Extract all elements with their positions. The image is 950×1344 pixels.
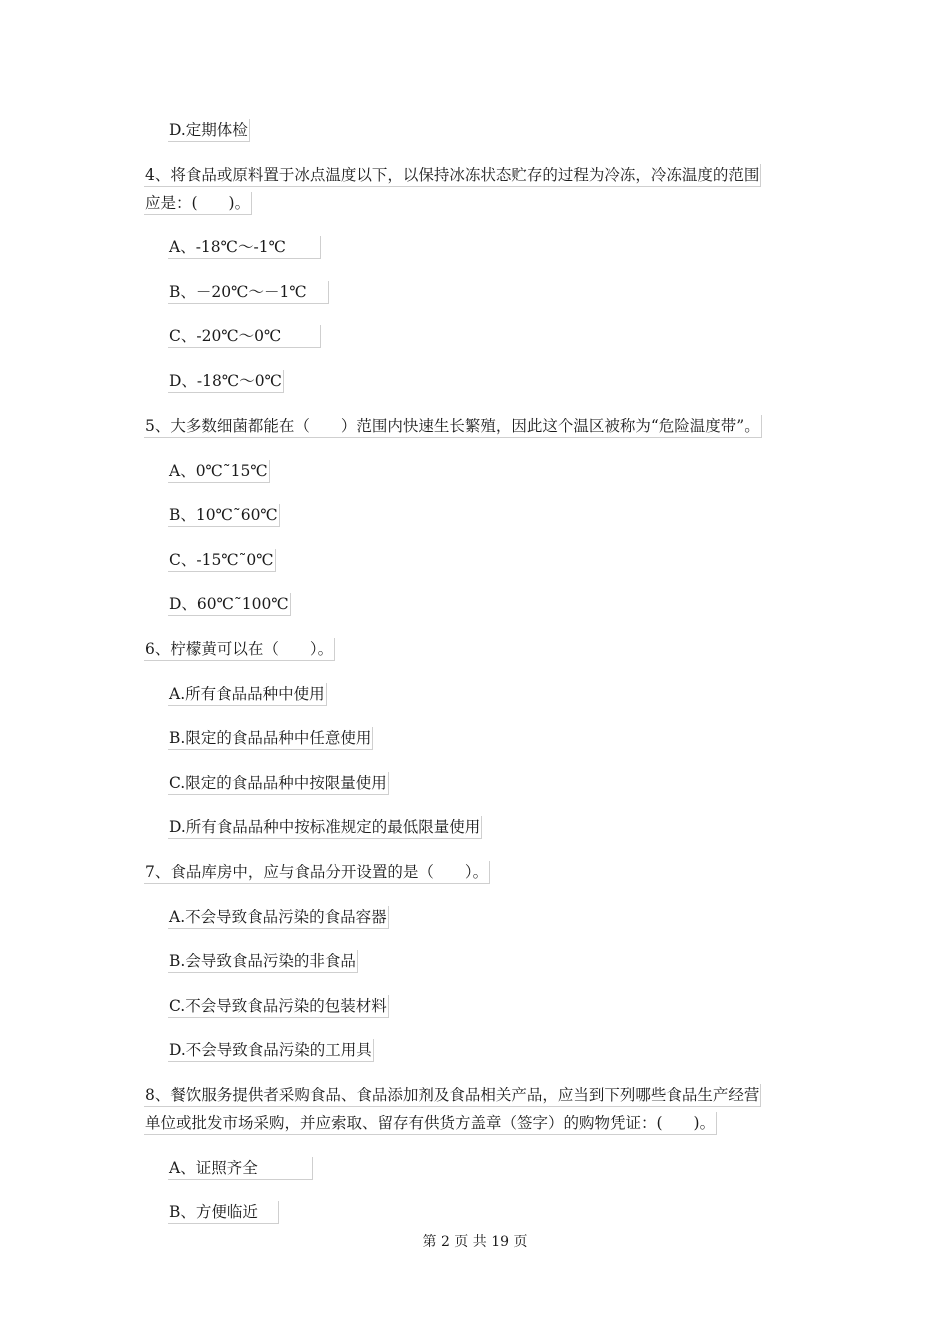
option-d-prev: D.定期体检: [168, 119, 250, 142]
page-number: 第 2 页 共 19 页: [422, 1234, 528, 1250]
question-6-option-d: D.所有食品品种中按标准规定的最低限量使用: [168, 816, 482, 839]
question-4-option-d: D、-18℃～0℃: [168, 370, 284, 393]
question-8-option-b: B、方便临近: [168, 1201, 279, 1224]
question-7-option-a: A.不会导致食品污染的食品容器: [168, 906, 389, 929]
question-4-stem-cont: 应是：( )。: [144, 192, 252, 215]
question-6-option-b: B.限定的食品品种中任意使用: [168, 727, 373, 750]
question-5-option-b: B、10℃˜60℃: [168, 504, 280, 527]
question-4-option-a: A、-18℃～-1℃: [168, 236, 321, 259]
question-7-option-c: C.不会导致食品污染的包装材料: [168, 995, 389, 1018]
question-5-stem: 5、大多数细菌都能在（ ）范围内快速生长繁殖，因此这个温区被称为“危险温度带”。: [144, 415, 762, 438]
question-7-option-d: D.不会导致食品污染的工用具: [168, 1039, 374, 1062]
question-8-stem: 8、餐饮服务提供者采购食品、食品添加剂及食品相关产品，应当到下列哪些食品生产经营: [144, 1084, 761, 1107]
question-6-option-c: C.限定的食品品种中按限量使用: [168, 772, 389, 795]
question-7-option-b: B.会导致食品污染的非食品: [168, 950, 358, 973]
question-4-stem: 4、将食品或原料置于冰点温度以下，以保持冰冻状态贮存的过程为冷冻，冷冻温度的范围: [144, 164, 761, 187]
question-6-stem: 6、柠檬黄可以在（ ）。: [144, 638, 335, 661]
question-5-option-c: C、-15℃˜0℃: [168, 549, 276, 572]
question-5-option-a: A、0℃˜15℃: [168, 460, 270, 483]
question-8-option-a: A、证照齐全: [168, 1157, 313, 1180]
question-5-option-d: D、60℃˜100℃: [168, 593, 291, 616]
question-7-stem: 7、食品库房中，应与食品分开设置的是（ ）。: [144, 861, 490, 884]
question-4-option-b: B、－20℃～－1℃: [168, 281, 329, 304]
question-8-stem-cont: 单位或批发市场采购，并应索取、留存有供货方盖章（签字）的购物凭证：( )。: [144, 1112, 717, 1135]
question-4-option-c: C、-20℃～0℃: [168, 325, 321, 348]
question-6-option-a: A.所有食品品种中使用: [168, 683, 327, 706]
